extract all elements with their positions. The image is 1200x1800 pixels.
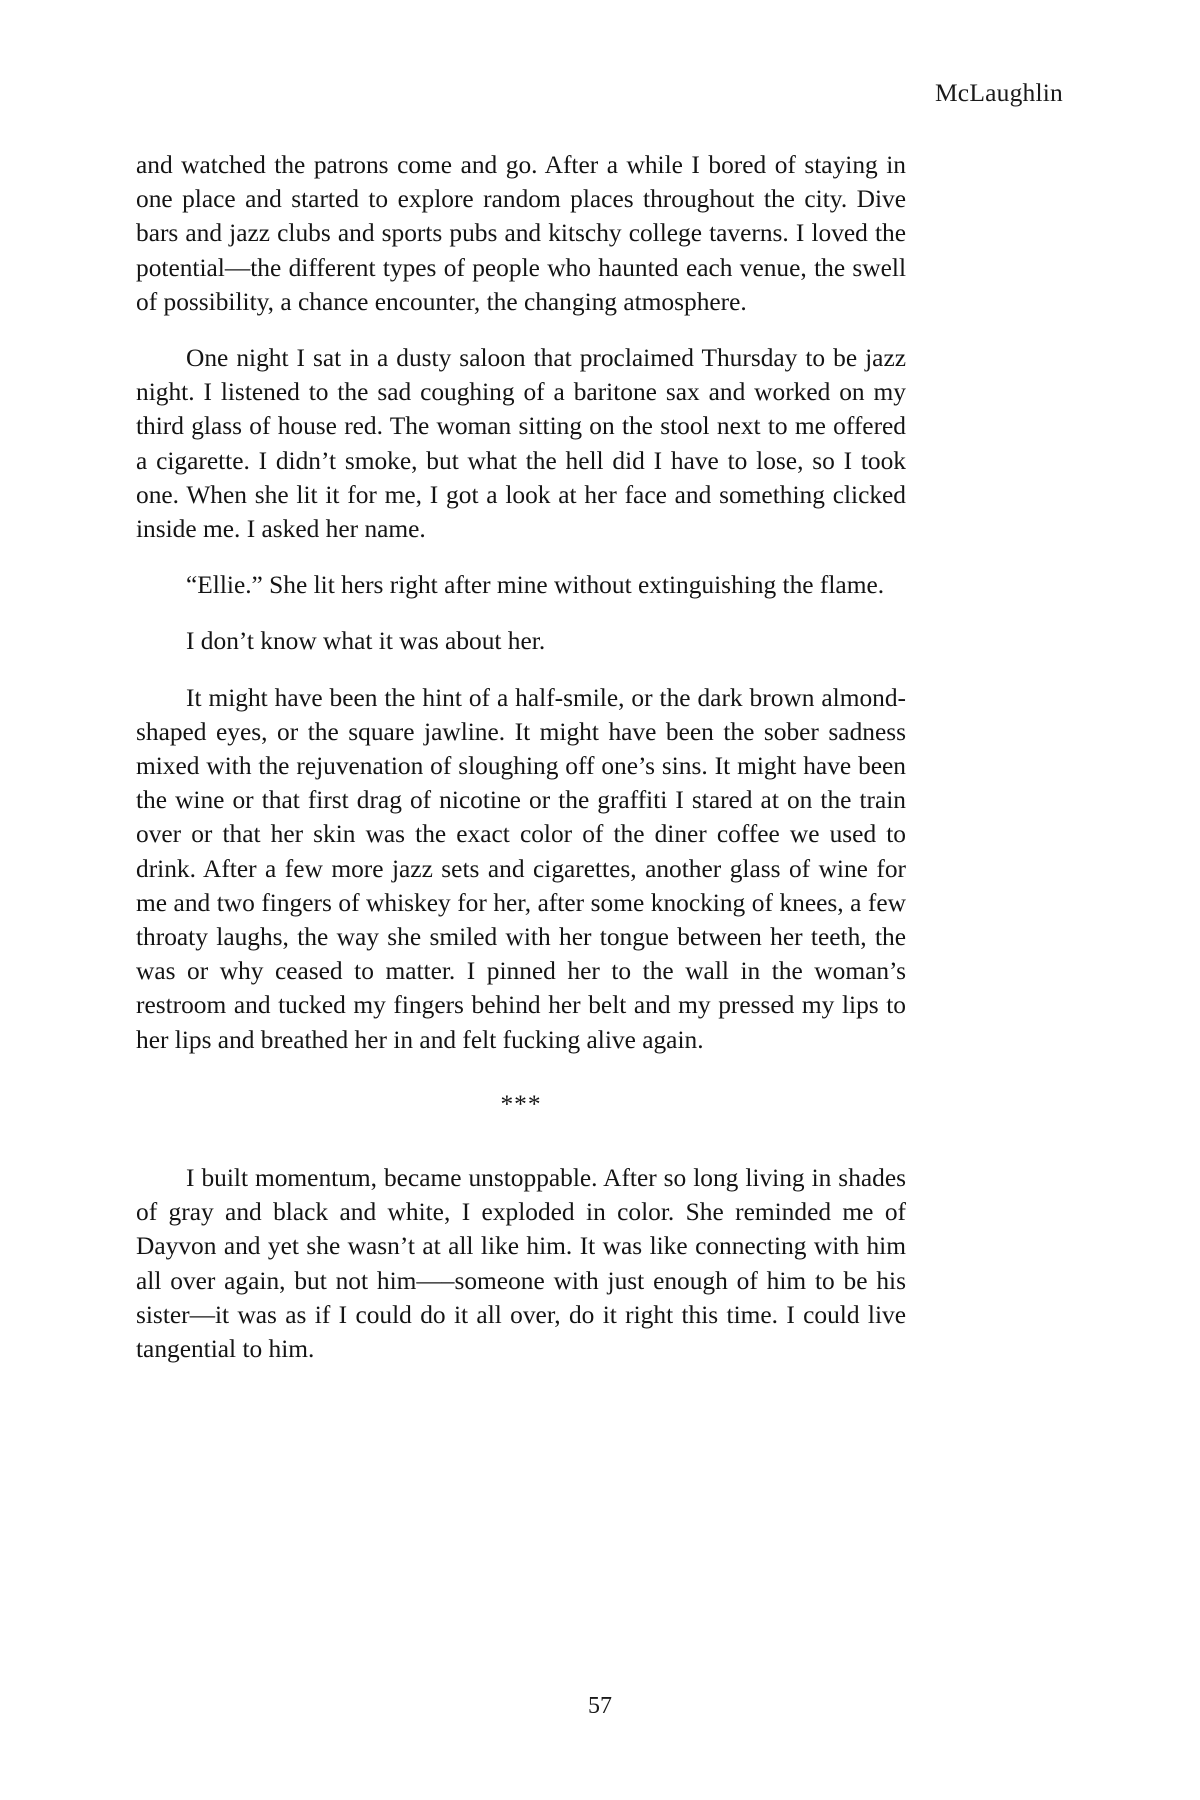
paragraph-4: I don’t know what it was about her.	[186, 627, 546, 656]
body-text-block	[136, 148, 906, 1366]
running-head: McLaughlin	[934, 78, 1063, 107]
page-number: 57	[588, 1693, 612, 1719]
scene-break-asterisks: ***	[500, 1089, 542, 1118]
paragraph-5: It might have been the hint of a half-smile, or the dark brown almond-shaped eyes, or the square jawline. It might have been the sober sadness mixed with the rejuvenation of sloughing off one’s sins. It might have been the wine or that first drag of nicotine or the graffiti I stared at on the train over or that her skin was the exact color of the diner coffee we used to drink. After a few more jazz sets and cigarettes, another glass of wine for me and two fingers of whiskey for her, after some knocking of knees, a few throaty laughs, the way she smiled with her tongue between her teeth, the was or why ceased to matter. I pinned her to the wall in the woman’s restroom and tucked my fingers behind her belt and my pressed my lips to her lips and breathed her in and felt fucking alive again.	[136, 683, 906, 1054]
paragraph-6: I built momentum, became unstoppable. After so long living in shades of gray and black and white, I exploded in color. She reminded me of Dayvon and yet she wasn’t at all like him. It was like connecting with him all over again, but not him—–someone with just enough of him to be his sister—it was as if I could do it all over, do it right this time. I could live tangential to him.	[136, 1164, 906, 1364]
paragraph-1: and watched the patrons come and go. After a while I bored of staying in one place and started to explore random places throughout the city. Dive bars and jazz clubs and sports pubs and kitschy college taverns. I loved the potential—the different types of people who haunted each venue, the swell of possibility, a chance encounter, the changing atmosphere.	[136, 151, 906, 316]
paragraph-3: “Ellie.” She lit hers right after mine without extinguishing the flame.	[186, 571, 885, 600]
paragraph-2: One night I sat in a dusty saloon that proclaimed Thursday to be jazz night. I listened to the sad coughing of a baritone sax and worked on my third glass of house red. The woman sitting on the stool next to me offered a cigarette. I didn’t smoke, but what the hell did I have to lose, so I took one. When she lit it for me, I got a look at her face and something clicked inside me. I asked her name.	[136, 344, 906, 544]
